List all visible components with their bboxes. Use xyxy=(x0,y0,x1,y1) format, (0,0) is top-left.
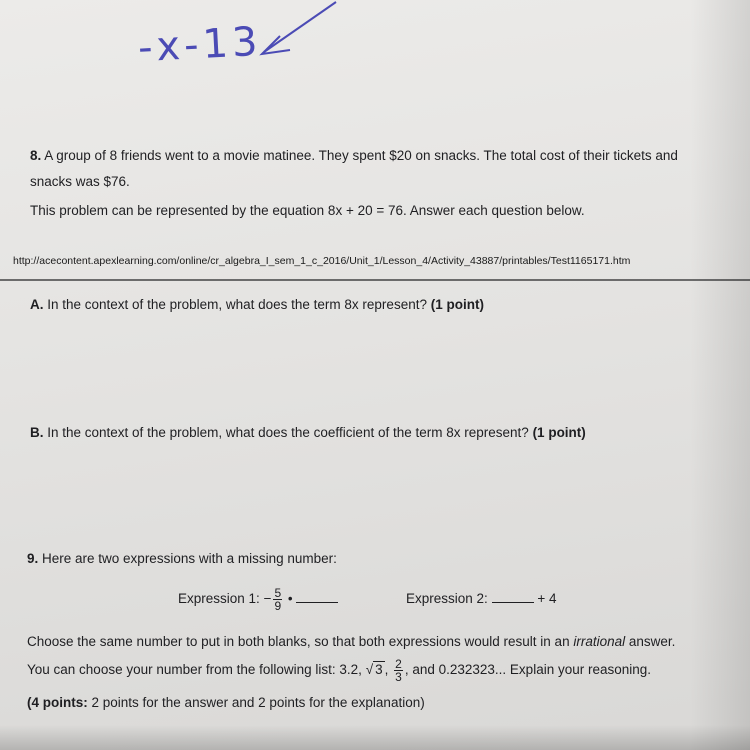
question-b-text: In the context of the problem, what does the coefficient of the term 8x represent? xyxy=(43,425,529,440)
instructions-1-text: Choose the same number to put in both blanks, so that both expressions would result in an xyxy=(27,634,574,649)
source-url: http://acecontent.apexlearning.com/online/cr_algebra_I_sem_1_c_2016/Unit_1/Lesson_4/Activity_43887/printables/Test1165171.htm xyxy=(13,255,631,267)
question-b-points: (1 point) xyxy=(532,425,586,440)
question-b xyxy=(30,424,586,442)
fraction-option-numerator: 2 xyxy=(395,656,402,671)
sqrt-radicand: 3 xyxy=(375,662,383,677)
instructions-2-text: You can choose your number from the following list: 3.2, xyxy=(27,662,362,677)
question-8-line-2: snacks was $76. xyxy=(30,174,130,189)
fraction-option-denominator: 3 xyxy=(395,669,402,684)
question-9-intro xyxy=(27,550,337,568)
expression-1-blank xyxy=(296,590,338,603)
question-a xyxy=(30,296,484,314)
question-9-points-text: 2 points for the answer and 2 points for the explanation) xyxy=(87,695,425,710)
question-8-line-1 xyxy=(30,147,678,165)
expression-1-fraction xyxy=(273,587,282,612)
expression-1-label: Expression 1: xyxy=(178,591,260,606)
expression-1 xyxy=(178,584,338,614)
instructions-2-end: , and 0.232323... Explain your reasoning. xyxy=(404,662,652,677)
page-shadow xyxy=(690,0,750,750)
question-9-instructions-2: You can choose your number from the following list: 3.2, √ 3 , $\frac{2}{3}$ , and 0.232323... Explain your reasoning. xyxy=(27,656,652,684)
expression-1-numerator: 5 xyxy=(274,585,282,600)
handwritten-note: -x-13 xyxy=(136,18,263,72)
expression-2 xyxy=(406,590,556,608)
question-a-label: A. xyxy=(30,297,44,312)
question-b-label: B. xyxy=(30,425,44,440)
question-9-instructions-1 xyxy=(27,633,675,651)
question-a-points: (1 point) xyxy=(430,297,484,312)
expression-1-denominator: 9 xyxy=(274,598,282,613)
question-8-equation-line: This problem can be represented by the equation 8x + 20 = 76. Answer each question below. xyxy=(30,203,585,218)
question-a-text: In the context of the problem, what does the term 8x represent? xyxy=(43,297,427,312)
page-divider xyxy=(0,279,750,281)
sqrt-option: √ 3 xyxy=(365,662,383,677)
question-9-points xyxy=(27,694,425,712)
question-8-number: 8. xyxy=(30,148,42,163)
expression-1-operator: • xyxy=(287,591,293,606)
question-9-number: 9. xyxy=(27,551,39,566)
expression-2-label: Expression 2: xyxy=(406,591,488,606)
question-9-intro-text: Here are two expressions with a missing number: xyxy=(38,551,337,566)
instructions-1-emphasis: irrational xyxy=(573,634,626,649)
expression-1-sign: − xyxy=(263,591,272,606)
fraction-option xyxy=(394,658,403,683)
expression-2-blank xyxy=(492,590,534,603)
page-bottom-shadow xyxy=(0,725,750,750)
instructions-1-end: answer. xyxy=(625,634,676,649)
expression-2-operator: + 4 xyxy=(537,591,557,606)
question-8-text: A group of 8 friends went to a movie matinee. They spent $20 on snacks. The total cost of their tickets and xyxy=(41,148,678,163)
question-9-points-bold: (4 points: xyxy=(27,695,88,710)
handwritten-arrow-icon xyxy=(250,0,340,70)
